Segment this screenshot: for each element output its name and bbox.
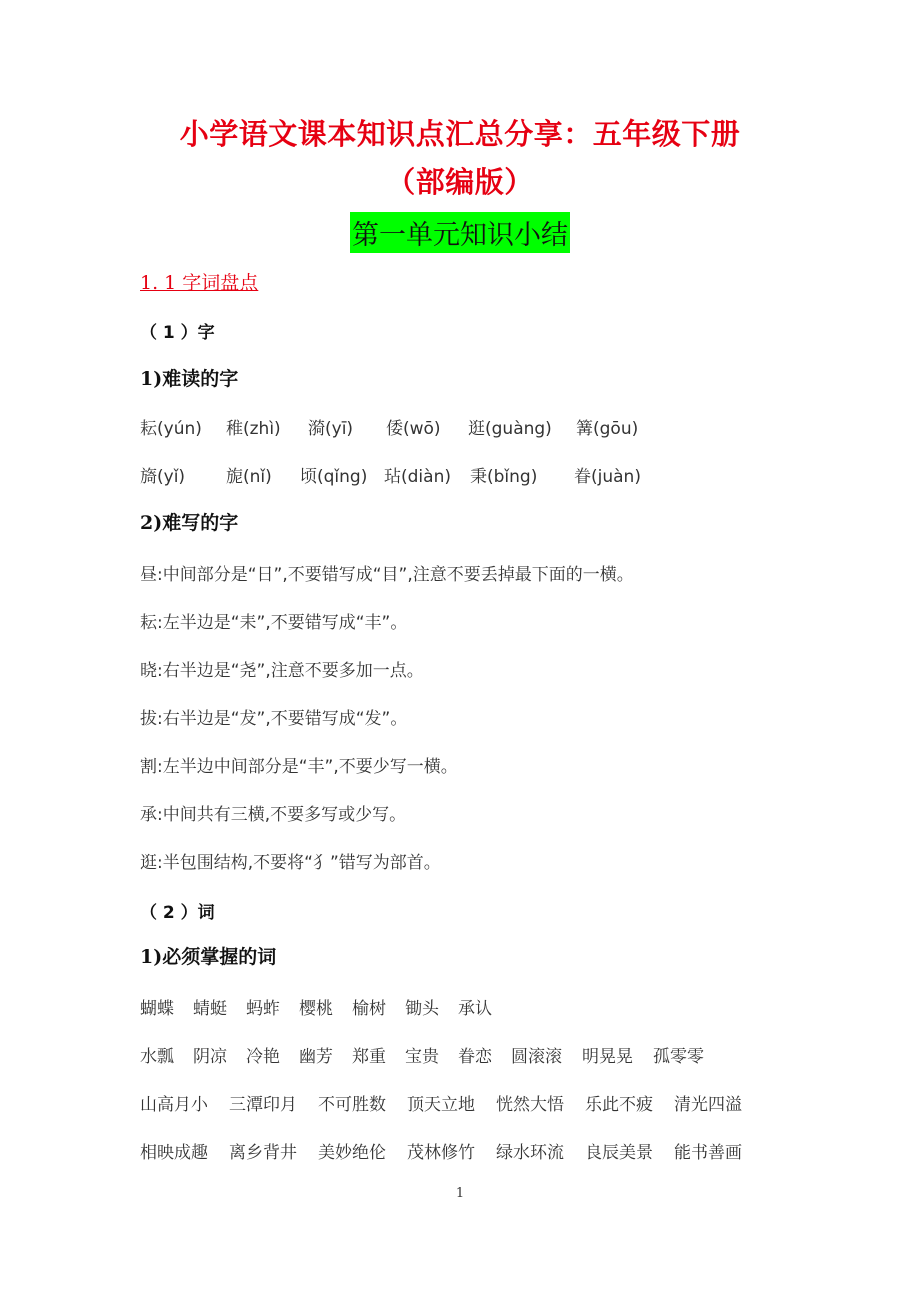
page-number: 1: [455, 1186, 465, 1201]
idiom: 清光四溢: [674, 1095, 742, 1115]
word: 明晃晃: [582, 1047, 633, 1067]
idiom: 离乡背井: [229, 1143, 297, 1163]
pinyin-char: 耘(yún): [140, 419, 202, 439]
document-title: 小学语文课本知识点汇总分享：五年级下册: [179, 117, 741, 151]
pinyin-char: 旎(nǐ): [226, 467, 272, 487]
word: 圆滚滚: [511, 1047, 562, 1067]
pinyin-char: 逛(guàng): [468, 419, 552, 439]
idiom: 顶天立地: [407, 1095, 475, 1115]
word: 蝴蝶: [140, 999, 174, 1019]
hard-write-line: 承:中间共有三横,不要多写或少写。: [140, 805, 407, 825]
hard-write-line: 昼:中间部分是“日”,不要错写成“目”,注意不要丢掉最下面的一横。: [140, 565, 634, 585]
word: 蜻蜓: [193, 999, 227, 1019]
word: 宝贵: [405, 1047, 439, 1067]
idiom: 绿水环流: [496, 1143, 564, 1163]
idiom: 乐此不疲: [585, 1095, 653, 1115]
word: 承认: [458, 999, 492, 1019]
hard-write-line: 晓:右半边是“尧”,注意不要多加一点。: [140, 661, 424, 681]
part1-heading: （ 1 ）字: [140, 323, 215, 343]
hard-write-line: 割:左半边中间部分是“丰”,不要少写一横。: [140, 757, 458, 777]
word: 榆树: [352, 999, 386, 1019]
pinyin-char: 漪(yī): [308, 419, 354, 439]
pinyin-char: 玷(diàn): [384, 467, 451, 487]
word: 蚂蚱: [246, 999, 280, 1019]
pinyin-char: 秉(bǐng): [470, 467, 538, 487]
hard-write-heading: 2)难写的字: [140, 512, 239, 534]
hard-read-heading: 1)难读的字: [140, 368, 239, 390]
idiom: 山高月小: [140, 1095, 208, 1115]
document-subtitle: （部编版）: [386, 165, 534, 199]
word: 孤零零: [653, 1047, 704, 1067]
word: 幽芳: [299, 1047, 333, 1067]
hard-write-line: 逛:半包围结构,不要将“犭”错写为部首。: [140, 853, 441, 873]
word: 锄头: [405, 999, 439, 1019]
word: 冷艳: [246, 1047, 280, 1067]
pinyin-char: 旖(yǐ): [140, 467, 186, 487]
part2-heading: （ 2 ）词: [140, 903, 215, 923]
idiom: 茂林修竹: [407, 1143, 475, 1163]
word: 眷恋: [458, 1047, 492, 1067]
hard-write-line: 耘:左半边是“耒”,不要错写成“丰”。: [140, 613, 408, 633]
section-heading: 1. 1 字词盘点: [140, 272, 259, 294]
pinyin-char: 篝(gōu): [576, 419, 639, 439]
unit-heading-wrap: [0, 212, 920, 253]
word: 樱桃: [299, 999, 333, 1019]
idiom: 能书善画: [674, 1143, 742, 1163]
pinyin-char: 倭(wō): [386, 419, 441, 439]
idiom: 良辰美景: [585, 1143, 653, 1163]
word: 水瓢: [140, 1047, 174, 1067]
idiom: 不可胜数: [318, 1095, 386, 1115]
pinyin-char: 顷(qǐng): [300, 467, 368, 487]
must-know-heading: 1)必须掌握的词: [140, 946, 277, 968]
pinyin-char: 稚(zhì): [226, 419, 281, 439]
pinyin-char: 眷(juàn): [574, 467, 641, 487]
word: 郑重: [352, 1047, 386, 1067]
word: 阴凉: [193, 1047, 227, 1067]
unit-heading: 第一单元知识小结: [350, 212, 570, 253]
idiom: 三潭印月: [229, 1095, 297, 1115]
idiom: 相映成趣: [140, 1143, 208, 1163]
idiom: 美妙绝伦: [318, 1143, 386, 1163]
hard-write-line: 拔:右半边是“犮”,不要错写成“发”。: [140, 709, 408, 729]
idiom: 恍然大悟: [496, 1095, 564, 1115]
